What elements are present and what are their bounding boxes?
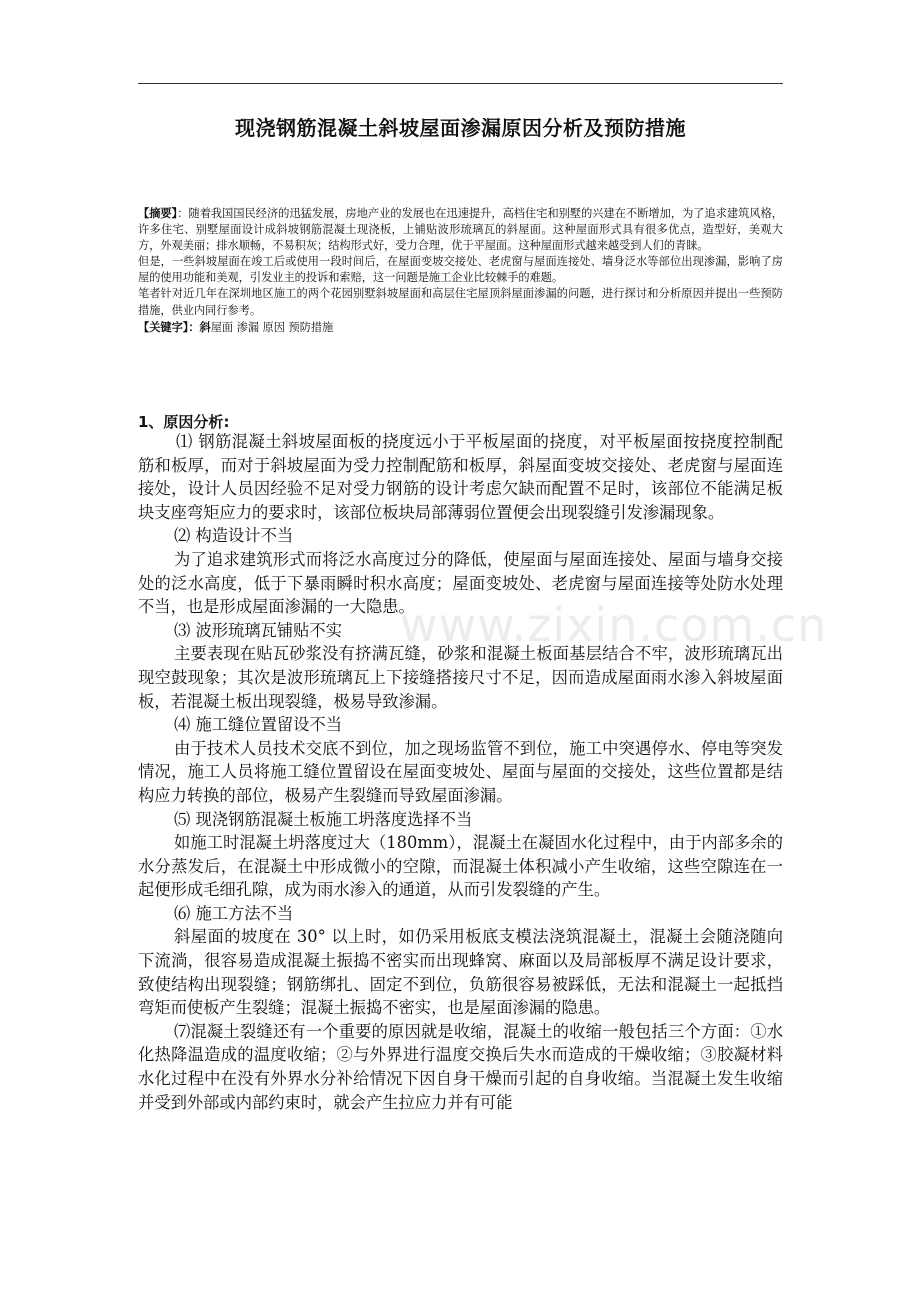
subheading-5: ⑸ 现浇钢筋混凝土板施工坍落度选择不当 — [174, 809, 473, 829]
paragraph-3: 主要表现在贴瓦砂浆没有挤满瓦缝，砂浆和混凝土板面基层结合不牢，波形琉璃瓦出现空鼓现象；其次是波形琉璃瓦上下接缝搭接尺寸不足，因而造成屋面雨水渗入斜坡屋面板，若混凝土板出现裂缝，极易导致渗漏。 — [138, 644, 783, 711]
keywords-text: 屋面 渗漏 原因 预防措施 — [210, 320, 334, 334]
paragraph-2: 为了追求建筑形式而将泛水高度过分的降低，使屋面与屋面连接处、屋面与墙身交接处的泛水高度，低于下暴雨瞬时积水高度；屋面变坡处、老虎窗与屋面连接等处防水处理不当，也是形成屋面渗漏的一大隐患。 — [138, 549, 783, 617]
subheading-6: ⑹ 施工方法不当 — [174, 903, 294, 923]
watermark: www.zixin.com.cn — [400, 598, 828, 652]
paragraph-7: ⑺混凝土裂缝还有一个重要的原因就是收缩，混凝土的收缩一般包括三个方面：①水化热降温造成的温度收缩；②与外界进行温度交换后失水而造成的干燥收缩；③胶凝材料水化过程中在没有外界水分补给情况下因自身干燥而引起的自身收缩。当混凝土发生收缩并受到外部或内部约束时，就会产生拉应力并有可能 — [138, 1021, 783, 1112]
keywords-lead: ：斜 — [188, 319, 211, 334]
abstract-text-1: ：随着我国国民经济的迅猛发展，房地产业的发展也在迅速提升，高档住宅和别墅的兴建在不断增加，为了追求建筑风格，许多住宅、别墅屋面设计成斜坡钢筋混凝土现浇板，上铺贴波形琉璃瓦的斜屋面。这种屋面形式具有很多优点，造型好，美观大方，外观美丽；排水顺畅，不易积灰；结构形式好，受力合理，优于平屋面。这种屋面形式越来越受到人们的青睐。 — [138, 207, 783, 253]
section-body — [138, 430, 783, 1114]
paragraph-6: 斜屋面的坡度在 30° 以上时，如仍采用板底支模法浇筑混凝土，混凝土会随浇随向下流淌，很容易造成混凝土振捣不密实而出现蜂窝、麻面以及局部板厚不满足设计要求，致使结构出现裂缝；钢筋绑扎、固定不到位，负筋很容易被踩低，无法和混凝土一起抵挡弯矩而使板产生裂缝；混凝土振捣不密实，也是屋面渗漏的隐患。 — [138, 927, 783, 1018]
subheading-2: ⑵ 构造设计不当 — [174, 526, 294, 546]
keywords-label: 【关键字】 — [138, 319, 189, 334]
keywords-line — [138, 319, 783, 336]
page-title: 现浇钢筋混凝土斜坡屋面渗漏原因分析及预防措施 — [235, 116, 686, 140]
header-rule — [138, 83, 783, 84]
abstract-label: 【摘要】 — [138, 206, 178, 220]
abstract-paragraph-1 — [138, 205, 783, 254]
section-heading: 1、原因分析: — [138, 413, 230, 431]
subheading-3: ⑶ 波形琉璃瓦铺贴不实 — [174, 620, 342, 640]
paragraph-4: 由于技术人员技术交底不到位，加之现场监管不到位，施工中突遇停水、停电等突发情况，施工人员将施工缝位置留设在屋面变坡处、屋面与屋面的交接处，这些位置都是结构应力转换的部位，极易产生裂缝而导致屋面渗漏。 — [138, 738, 783, 805]
abstract — [138, 205, 783, 336]
subheading-4: ⑷ 施工缝位置留设不当 — [174, 715, 342, 735]
abstract-paragraph-3: 笔者针对近几年在深圳地区施工的两个花园别墅斜坡屋面和高层住宅屋顶斜屋面渗漏的问题，进行探讨和分析原因并提出一些预防措施，供业内同行参考。 — [138, 287, 783, 317]
abstract-paragraph-2: 但是，一些斜坡屋面在竣工后或使用一段时间后，在屋面变坡交接处、老虎窗与屋面连接处、墙身泛水等部位出现渗漏，影响了房屋的使用功能和美观，引发业主的投诉和索赔，这一问题是施工企业比较棘手的难题。 — [138, 255, 783, 285]
paragraph-1: ⑴ 钢筋混凝土斜坡屋面板的挠度远小于平板屋面的挠度，对平板屋面按挠度控制配筋和板厚，而对于斜坡屋面为受力控制配筋和板厚，斜屋面变坡交接处、老虎窗与屋面连接处，设计人员因经验不足对受力钢筋的设计考虑欠缺而配置不足时，该部位不能满足板块支座弯矩应力的要求时，该部位板块局部薄弱位置便会出现裂缝引发渗漏现象。 — [138, 432, 783, 522]
paragraph-5: 如施工时混凝土坍落度过大（180mm），混凝土在凝固水化过程中，由于内部多余的水分蒸发后，在混凝土中形成微小的空隙，而混凝土体积减小产生收缩，这些空隙连在一起便形成毛细孔隙，成为雨水渗入的通道，从而引发裂缝的产生。 — [138, 833, 783, 900]
